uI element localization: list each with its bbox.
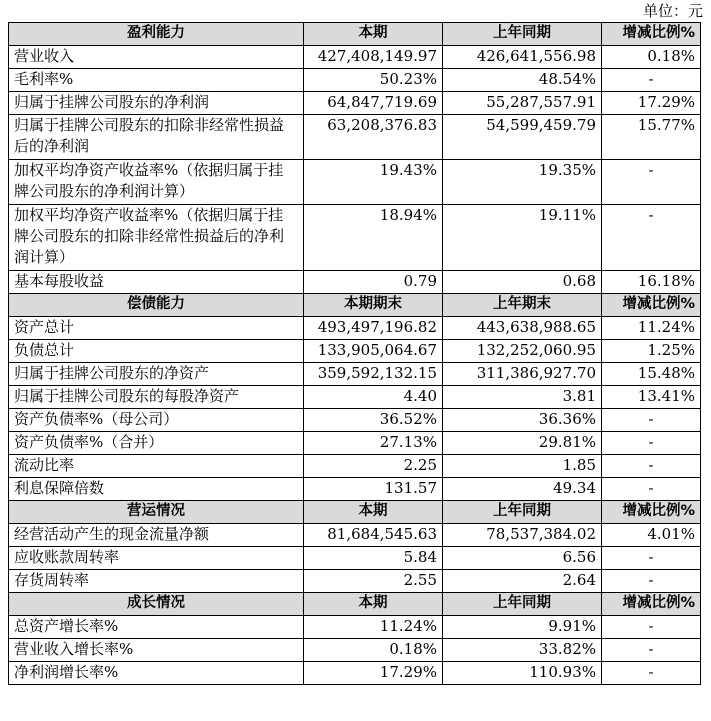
table-row: [9, 363, 701, 386]
table-row: [9, 432, 701, 455]
previous-value: 29.81%: [443, 432, 602, 455]
current-value: 63,208,376.83: [304, 115, 443, 160]
section-title: 成长情况: [9, 593, 304, 616]
current-value: 359,592,132.15: [304, 363, 443, 386]
previous-value: 311,386,927.70: [443, 363, 602, 386]
row-label: 经营活动产生的现金流量净额: [9, 524, 304, 547]
change-percent: 11.24%: [602, 317, 701, 340]
column-header: 增减比例%: [602, 294, 701, 317]
change-percent: -: [602, 409, 701, 432]
column-header: 上年同期: [443, 23, 602, 46]
table-row: [9, 317, 701, 340]
row-label: 加权平均净资产收益率%（依据归属于挂牌公司股东的净利润计算）: [9, 160, 304, 205]
current-value: 493,497,196.82: [304, 317, 443, 340]
row-label: 负债总计: [9, 340, 304, 363]
table-row: [9, 69, 701, 92]
row-label: 净利润增长率%: [9, 662, 304, 685]
change-percent: -: [602, 455, 701, 478]
row-label: 资产负债率%（母公司）: [9, 409, 304, 432]
row-label: 营业收入: [9, 46, 304, 69]
column-header: 本期期末: [304, 294, 443, 317]
section-title: 偿债能力: [9, 294, 304, 317]
change-percent: 15.77%: [602, 115, 701, 160]
change-percent: -: [602, 639, 701, 662]
table-row: [9, 160, 701, 205]
section-header-row: [9, 501, 701, 524]
row-label: 归属于挂牌公司股东的净利润: [9, 92, 304, 115]
row-label: 营业收入增长率%: [9, 639, 304, 662]
change-percent: -: [602, 205, 701, 271]
table-row: [9, 92, 701, 115]
current-value: 18.94%: [304, 205, 443, 271]
change-percent: 0.18%: [602, 46, 701, 69]
previous-value: 48.54%: [443, 69, 602, 92]
change-percent: 4.01%: [602, 524, 701, 547]
row-label: 归属于挂牌公司股东的扣除非经常性损益后的净利润: [9, 115, 304, 160]
change-percent: -: [602, 570, 701, 593]
column-header: 增减比例%: [602, 23, 701, 46]
table-row: [9, 662, 701, 685]
previous-value: 49.34: [443, 478, 602, 501]
table-row: [9, 570, 701, 593]
current-value: 17.29%: [304, 662, 443, 685]
current-value: 4.40: [304, 386, 443, 409]
current-value: 27.13%: [304, 432, 443, 455]
previous-value: 6.56: [443, 547, 602, 570]
previous-value: 0.68: [443, 271, 602, 294]
current-value: 0.79: [304, 271, 443, 294]
column-header: 上年期末: [443, 294, 602, 317]
current-value: 11.24%: [304, 616, 443, 639]
change-percent: -: [602, 662, 701, 685]
previous-value: 19.35%: [443, 160, 602, 205]
current-value: 64,847,719.69: [304, 92, 443, 115]
table-row: [9, 340, 701, 363]
column-header: 上年同期: [443, 593, 602, 616]
change-percent: 13.41%: [602, 386, 701, 409]
row-label: 归属于挂牌公司股东的每股净资产: [9, 386, 304, 409]
previous-value: 33.82%: [443, 639, 602, 662]
row-label: 基本每股收益: [9, 271, 304, 294]
column-header: 上年同期: [443, 501, 602, 524]
column-header: 增减比例%: [602, 593, 701, 616]
section-header-row: [9, 23, 701, 46]
unit-label: 单位：元: [642, 2, 703, 20]
previous-value: 3.81: [443, 386, 602, 409]
table-row: [9, 639, 701, 662]
financial-indicators-table: [8, 22, 701, 685]
previous-value: 78,537,384.02: [443, 524, 602, 547]
change-percent: -: [602, 547, 701, 570]
row-label: 归属于挂牌公司股东的净资产: [9, 363, 304, 386]
change-percent: 16.18%: [602, 271, 701, 294]
row-label: 利息保障倍数: [9, 478, 304, 501]
current-value: 36.52%: [304, 409, 443, 432]
table-row: [9, 46, 701, 69]
row-label: 流动比率: [9, 455, 304, 478]
change-percent: -: [602, 616, 701, 639]
table-row: [9, 115, 701, 160]
row-label: 存货周转率: [9, 570, 304, 593]
current-value: 427,408,149.97: [304, 46, 443, 69]
previous-value: 443,638,988.65: [443, 317, 602, 340]
section-title: 营运情况: [9, 501, 304, 524]
financial-table-body: [9, 23, 701, 685]
previous-value: 132,252,060.95: [443, 340, 602, 363]
current-value: 19.43%: [304, 160, 443, 205]
previous-value: 19.11%: [443, 205, 602, 271]
current-value: 81,684,545.63: [304, 524, 443, 547]
previous-value: 2.64: [443, 570, 602, 593]
current-value: 5.84: [304, 547, 443, 570]
row-label: 加权平均净资产收益率%（依据归属于挂牌公司股东的扣除非经常性损益后的净利润计算）: [9, 205, 304, 271]
table-row: [9, 205, 701, 271]
previous-value: 1.85: [443, 455, 602, 478]
table-row: [9, 478, 701, 501]
change-percent: -: [602, 69, 701, 92]
current-value: 133,905,064.67: [304, 340, 443, 363]
change-percent: 1.25%: [602, 340, 701, 363]
row-label: 应收账款周转率: [9, 547, 304, 570]
current-value: 131.57: [304, 478, 443, 501]
change-percent: 17.29%: [602, 92, 701, 115]
previous-value: 9.91%: [443, 616, 602, 639]
previous-value: 55,287,557.91: [443, 92, 602, 115]
row-label: 资产总计: [9, 317, 304, 340]
table-row: [9, 524, 701, 547]
section-header-row: [9, 593, 701, 616]
column-header: 本期: [304, 501, 443, 524]
table-row: [9, 386, 701, 409]
row-label: 毛利率%: [9, 69, 304, 92]
current-value: 50.23%: [304, 69, 443, 92]
current-value: 0.18%: [304, 639, 443, 662]
table-row: [9, 409, 701, 432]
row-label: 资产负债率%（合并）: [9, 432, 304, 455]
change-percent: 15.48%: [602, 363, 701, 386]
previous-value: 426,641,556.98: [443, 46, 602, 69]
previous-value: 54,599,459.79: [443, 115, 602, 160]
column-header: 增减比例%: [602, 501, 701, 524]
current-value: 2.25: [304, 455, 443, 478]
section-title: 盈利能力: [9, 23, 304, 46]
previous-value: 110.93%: [443, 662, 602, 685]
change-percent: -: [602, 478, 701, 501]
column-header: 本期: [304, 23, 443, 46]
table-row: [9, 547, 701, 570]
previous-value: 36.36%: [443, 409, 602, 432]
table-row: [9, 616, 701, 639]
table-row: [9, 271, 701, 294]
section-header-row: [9, 294, 701, 317]
column-header: 本期: [304, 593, 443, 616]
row-label: 总资产增长率%: [9, 616, 304, 639]
change-percent: -: [602, 160, 701, 205]
current-value: 2.55: [304, 570, 443, 593]
change-percent: -: [602, 432, 701, 455]
table-row: [9, 455, 701, 478]
